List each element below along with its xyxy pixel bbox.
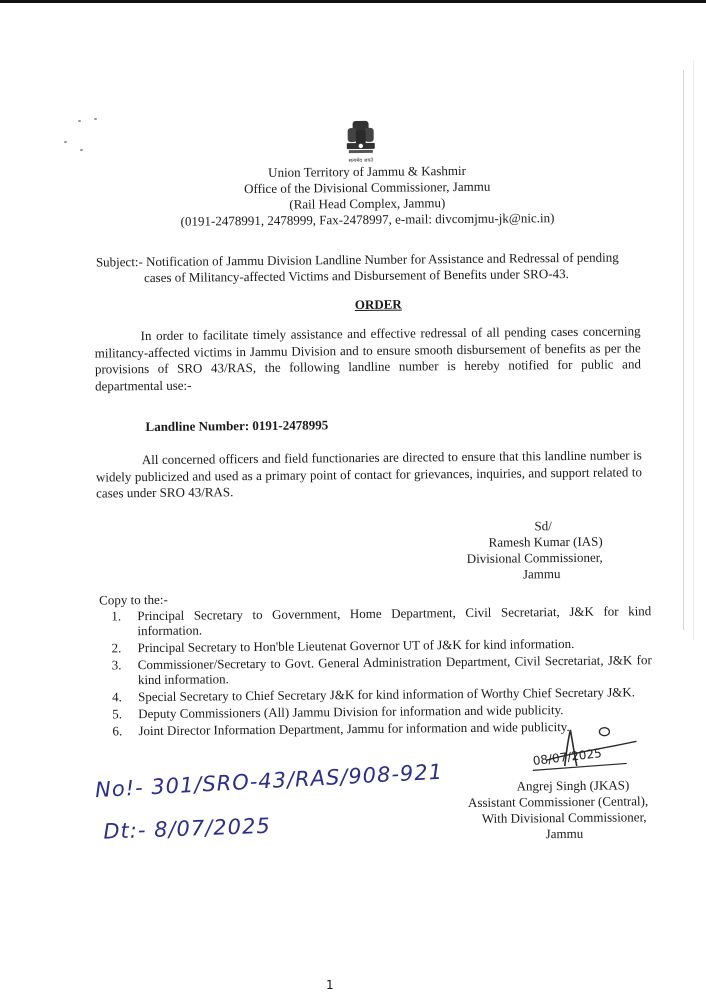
signatory-designation: Divisional Commissioner, — [466, 549, 603, 566]
list-item-text: Principal Secretary to Hon'ble Lieutenat Governor UT of J&K for kind information. — [137, 635, 575, 656]
subject-line-1: Subject:- Notification of Jammu Division Landline Number for Assistance and Redressal of pending — [95, 249, 619, 270]
landline-number: Landline Number: 0191-2478995 — [145, 417, 329, 435]
issuer-office: With Divisional Commissioner, — [481, 809, 647, 826]
list-item — [112, 652, 652, 687]
signatory-block — [466, 517, 627, 583]
order-paragraph-1 — [95, 323, 642, 394]
header-line-office: Office of the Divisional Commissioner, Jammu — [244, 178, 491, 197]
list-item — [111, 603, 651, 638]
issuer-designation: Assistant Commissioner (Central), — [467, 793, 649, 810]
page-number: 1 — [326, 978, 334, 992]
issuer-name: Angrej Singh (JKAS) — [516, 777, 630, 794]
handwritten-reference-number: No!- 301/SRO-43/RAS/908-921 — [94, 759, 444, 803]
signatory-place: Jammu — [522, 566, 561, 582]
list-item-number: 2. — [111, 640, 122, 656]
order-paragraph-2-text: All concerned officers and field functionaries are directed to ensure that this landline number is widely publicized and used as a primary point of contact for grievances, inquiries, and support related to cases under SRO 43/RAS. — [95, 447, 643, 501]
list-item-number: 3. — [111, 657, 122, 673]
signatory-name: Ramesh Kumar (IAS) — [488, 533, 603, 550]
signature-date: 08/07/2025 — [532, 746, 603, 768]
issuer-block — [463, 777, 654, 843]
order-heading: ORDER — [354, 296, 402, 313]
order-paragraph-2 — [96, 447, 642, 502]
header-line-address: (Rail Head Complex, Jammu) — [289, 195, 446, 212]
order-paragraph-1-text: In order to facilitate timely assistance and effective redressal of all pending cases concerning militancy-affected victims in Jammu Division and to ensure smooth disbursement of benefits as per the provisions of SRO 43/RAS, the following landline number is hereby notified for public and departmental use:- — [94, 323, 641, 394]
list-item-number: 1. — [111, 608, 122, 624]
header-line-ut: Union Territory of Jammu & Kashmir — [268, 162, 466, 180]
list-item-number: 4. — [111, 689, 122, 705]
issuer-place: Jammu — [545, 825, 584, 842]
header-line-contact: (0191-2478991, 2478999, Fax-2478997, e-mail: divcomjmu-jk@nic.in) — [180, 210, 555, 229]
list-item-text: Joint Director Information Department, Jammu for information and wide publicity. — [138, 718, 570, 739]
copy-to-heading: Copy to the:- — [99, 591, 168, 608]
subject-line-2: cases of Militancy-affected Victims and Disbursement of Benefits under SRO-43. — [143, 265, 569, 286]
signatory-sd: Sd/ — [534, 518, 552, 534]
list-item-text: Commissioner/Secretary to Govt. General Administration Department, Civil Secretariat, J&K for kind information. — [137, 652, 652, 688]
list-item-text: Special Secretary to Chief Secretary J&K for kind information of Worthy Chief Secretary J&K. — [137, 684, 636, 705]
handwritten-date: Dt:- 8/07/2025 — [102, 813, 272, 844]
list-item-text: Principal Secretary to Government, Home Department, Civil Secretariat, J&K for kind information. — [137, 603, 652, 639]
emblem-caption: सत्यमेव जयते — [348, 157, 374, 165]
list-item-number: 5. — [112, 706, 123, 722]
list-item-text: Deputy Commissioners (All) Jammu Division for information and wide publicity. — [138, 702, 564, 722]
list-item-number: 6. — [112, 723, 123, 739]
subject-block — [96, 249, 656, 286]
national-emblem-icon — [343, 118, 379, 164]
